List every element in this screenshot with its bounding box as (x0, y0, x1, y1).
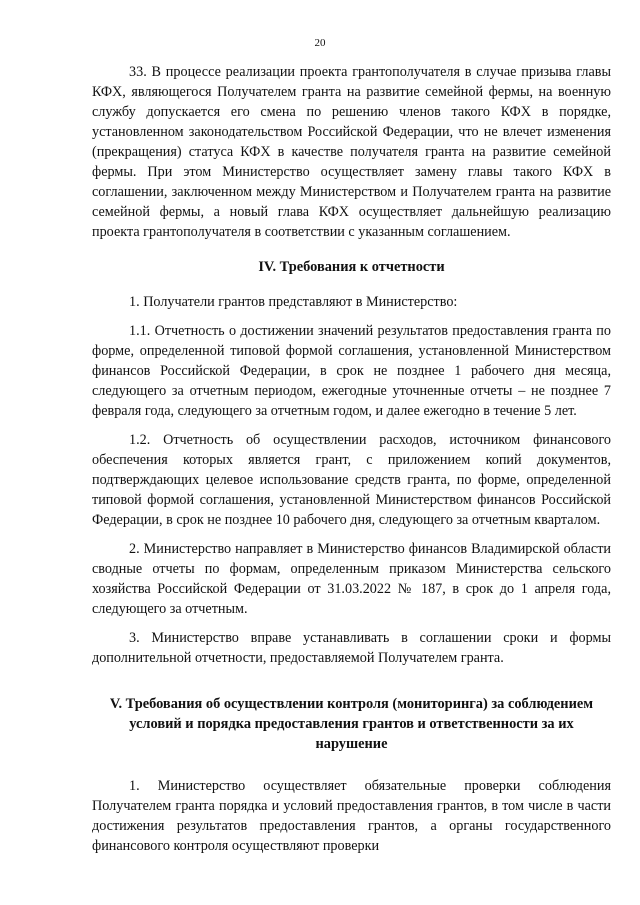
section-v-paragraph-1: 1. Министерство осуществляет обязательные проверки соблюдения Получателем гранта порядка и условий предоставления грантов, в том числе в части достижения результатов предоставления грантов, а органы государственного финансового контроля осуществляют проверки (92, 778, 611, 854)
section-iv-heading: IV. Требования к отчетности (258, 259, 445, 275)
section-iv-paragraph-3: 3. Министерство вправе устанавливать в соглашении сроки и формы дополнительной отчетности, предоставляемой Получателем гранта. (92, 630, 611, 666)
section-iv-paragraph-1-2: 1.2. Отчетность об осуществлении расходов, источником финансового обеспечения которых является грант, с приложением копий документов, подтверждающих целевое использование средств гранта, по форме, определенной типовой формой соглашения, установленной Министерством финансов Российской Федерации, в срок не позднее 10 рабочего дня, следующего за отчетным кварталом. (92, 432, 611, 528)
section-iv-paragraph-1-1: 1.1. Отчетность о достижении значений результатов предоставления гранта по форме, определенной типовой формой соглашения, установленной Министерством финансов Российской Федерации, в срок не позднее 1 рабочего дня месяца, следующего за отчетным периодом, ежегодные уточненные отчеты – не позднее 7 февраля года, следующего за отчетным годом, и далее ежегодно в течение 5 лет. (92, 323, 611, 419)
section-v-heading: V. Требования об осуществлении контроля (мониторинга) за соблюдением условий и порядка предоставления грантов и ответственности за их нарушение (109, 696, 594, 752)
page-number: 20 (314, 37, 326, 49)
section-iv-paragraph-1: 1. Получатели грантов представляют в Министерство: (129, 294, 458, 310)
document-body (92, 62, 611, 856)
section-iv-paragraph-2: 2. Министерство направляет в Министерство финансов Владимирской области сводные отчеты по формам, определенным приказом Министерства сельского хозяйства Российской Федерации от 31.03.2022 № 187, в срок до 1 апреля года, следующего за отчетным. (92, 541, 611, 617)
paragraph-33: 33. В процессе реализации проекта грантополучателя в случае призыва главы КФХ, являющегося Получателем гранта на развитие семейной фермы, на военную службу допускается его смена по решению членов такого КФХ в порядке, установленном законодательством Российской Федерации, что не влечет изменения (прекращения) статуса КФХ в качестве получателя гранта на развитие семейной фермы. При этом Министерство осуществляет замену главы такого КФХ в соглашении, заключенном между Министерством и Получателем гранта на развитие семейной фермы, а новый глава КФХ осуществляет дальнейшую реализацию проекта грантополучателя в соответствии с указанным соглашением. (92, 64, 611, 240)
